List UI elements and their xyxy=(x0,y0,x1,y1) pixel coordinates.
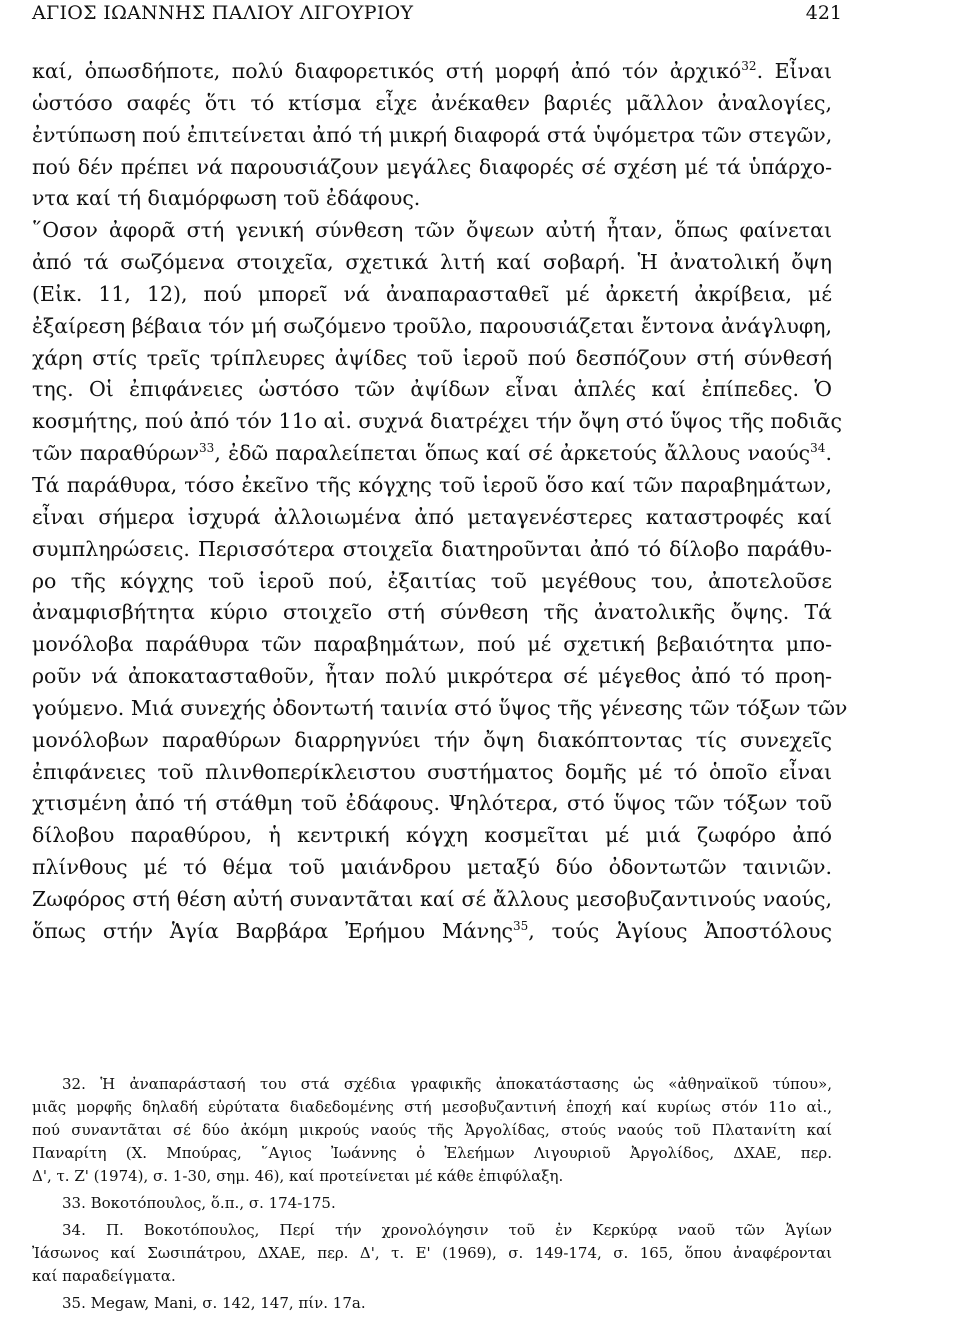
line-text: ῞Οσον ἀφορᾶ στή γενική σύνθεση τῶν ὄψεων αὐτή ἦταν, ὅπως φαίνεται xyxy=(32,218,832,243)
body-line xyxy=(32,884,832,916)
page-header xyxy=(0,0,960,36)
line-text: κοσμήτης, πού ἀπό τόν 11ο αἰ. συχνά διατρέχει τήν ὄψη στό ὕψος τῆς ποδιᾶς xyxy=(32,409,842,434)
body-line xyxy=(32,693,848,725)
body-line xyxy=(32,629,832,661)
body-line xyxy=(32,279,832,311)
line-text: (Εἰκ. 11, 12), πού μπορεῖ νά ἀναπαρασταθεῖ μέ ἀρκετή ἀκρίβεια, μέ xyxy=(32,281,832,306)
footnote-line: καί παραδείγματα. xyxy=(32,1267,176,1285)
footnote xyxy=(32,1292,832,1315)
body-line xyxy=(32,183,832,215)
body-line xyxy=(32,56,832,88)
footnote xyxy=(32,1219,832,1288)
line-text: ὡστόσο σαφές ὅτι τό κτίσμα εἶχε ἀνέκαθεν βαριές μᾶλλον ἀναλογίες, xyxy=(32,90,832,115)
running-title: ΑΓΙΟΣ ΙΩΑΝΝΗΣ ΠΑΛΙΟΥ ΛΙΓΟΥΡΙΟΥ xyxy=(32,2,414,24)
footnote-line: 34. Π. Βοκοτόπουλος, Περί τήν χρονολόγησιν τοῦ ἐν Κερκύρᾳ ναοῦ τῶν Ἁγίων xyxy=(62,1221,832,1239)
body-line xyxy=(32,852,832,884)
body-line xyxy=(32,152,832,184)
line-text: ντα καί τή διαμόρφωση τοῦ ἐδάφους. xyxy=(32,186,421,211)
footnote-ref: 35 xyxy=(512,918,529,933)
line-text: εἶναι σήμερα ἰσχυρά ἀλλοιωμένα ἀπό μεταγενέστερες καταστροφές καί xyxy=(32,504,832,529)
body-line xyxy=(32,406,842,438)
line-text: Τά παράθυρα, τόσο ἐκεῖνο τῆς κόγχης τοῦ ἱεροῦ ὅσο καί τῶν παραβημάτων, xyxy=(32,472,832,497)
body-line xyxy=(32,725,832,757)
line-text: καί, ὁπωσδήποτε, πολύ διαφορετικός στή μορφή ἀπό τόν ἀρχικό xyxy=(32,59,742,83)
footnote xyxy=(32,1192,832,1215)
footnote-line: πού συναντᾶται σέ δύο ἀκόμη μικρούς ναούς τῆς Ἀργολίδας, στούς ναούς τοῦ Πλατανίτη καί xyxy=(32,1121,832,1139)
line-text: πλίνθους μέ τό θέμα τοῦ μαιάνδρου μεταξύ δύο ὀδοντωτῶν ταινιῶν. xyxy=(32,855,832,880)
line-text: μονόλοβα παράθυρα τῶν παραβημάτων, πού μέ σχετική βεβαιότητα μπο- xyxy=(32,632,832,657)
body-line xyxy=(32,757,832,789)
body-line xyxy=(32,311,832,343)
line-text: συμπληρώσεις. Περισσότερα στοιχεῖα διατηροῦνται ἀπό τό δίλοβο παράθυ- xyxy=(32,536,832,561)
line-text: πού δέν πρέπει νά παρουσιάζουν μεγάλες διαφορές σέ σχέση μέ τά ὑπάρχο- xyxy=(32,154,832,179)
body-line xyxy=(32,120,832,152)
line-text: , τούς Ἁγίους Ἀποστόλους xyxy=(528,918,832,943)
footnote-line: 35. Megaw, Mani, σ. 142, 147, πίν. 17a. xyxy=(62,1294,366,1312)
line-text: της. Οἱ ἐπιφάνειες ὡστόσο τῶν ἀψίδων εἶναι ἁπλές καί ἐπίπεδες. Ὁ xyxy=(32,377,832,402)
body-line xyxy=(32,661,832,693)
line-text: τῶν παραθύρων xyxy=(32,441,200,466)
footnote-line: Δ', τ. Ζ' (1974), σ. 1-30, σημ. 46), καί προτείνεται μέ κάθε ἐπιφύλαξη. xyxy=(32,1167,564,1185)
line-text: . Εἶναι xyxy=(756,59,832,83)
page-number: 421 xyxy=(805,2,842,24)
footnote-line: 32. Ἡ ἀναπαράστασή του στά σχέδια γραφικῆς ἀποκατάστασης ὡς «ἀθηναϊκοῦ τύπου», xyxy=(62,1075,832,1093)
line-text: . xyxy=(825,441,832,466)
line-text: ἐντύπωση πού ἐπιτείνεται ἀπό τή μικρή διαφορά στά ὑψόμετρα τῶν στεγῶν, xyxy=(32,122,833,147)
body-line xyxy=(32,788,832,820)
line-text: ὅπως στήν Ἁγία Βαρβάρα Ἐρήμου Μάνης xyxy=(32,918,513,943)
footnotes xyxy=(32,1073,832,1315)
line-text: Ζωφόρος στή θέση αὐτή συναντᾶται καί σέ ἄλλους μεσοβυζαντινούς ναούς, xyxy=(32,886,832,911)
line-text: χτισμένη ἀπό τή στάθμη τοῦ ἐδάφους. Ψηλότερα, στό ὕψος τῶν τόξων τοῦ xyxy=(32,791,832,816)
body-line xyxy=(32,534,832,566)
line-text: γούμενο. Μιά συνεχής ὀδοντωτή ταινία στό ὕψος τῆς γένεσης τῶν τόξων τῶν xyxy=(32,695,848,720)
footnote-ref: 32 xyxy=(741,59,757,74)
footnote xyxy=(32,1073,832,1188)
line-text: δίλοβου παραθύρου, ἡ κεντρική κόγχη κοσμεῖται μέ μιά ζωφόρο ἀπό xyxy=(32,823,832,848)
line-text: μονόλοβων παραθύρων διαρρηγνύει τήν ὄψη διακόπτοντας τίς συνεχεῖς xyxy=(32,727,832,752)
footnote-line: μιᾶς μορφῆς δηλαδή εὐρύτατα διαδεδομένης στή μεσοβυζαντινή ἐποχή καί κυρίως στόν 11ο αἰ., xyxy=(32,1098,832,1116)
body-line xyxy=(32,88,832,120)
line-text: ἐπιφάνειες τοῦ πλινθοπερίκλειστου συστήματος δομῆς μέ τό ὁποῖο εἶναι xyxy=(32,759,832,784)
footnote-line: Παναρίτη (Χ. Μπούρας, ῞Αγιος Ἰωάννης ὁ Ἐλεήμων Λιγουριοῦ Ἀργολίδος, ΔΧΑΕ, περ. xyxy=(32,1144,832,1162)
body-line xyxy=(32,215,832,247)
body-line xyxy=(32,247,832,279)
footnote-line: 33. Βοκοτόπουλος, ὅ.π., σ. 174-175. xyxy=(62,1194,336,1212)
body-line xyxy=(32,374,832,406)
line-text: ἀπό τά σωζόμενα στοιχεῖα, σχετικά λιτή καί σοβαρή. Ἡ ἀνατολική ὄψη xyxy=(32,250,832,275)
body-line xyxy=(32,597,832,629)
body-line xyxy=(32,438,832,470)
footnote-line: Ἰάσωνος καί Σωσιπάτρου, ΔΧΑΕ, περ. Δ', τ. Ε' (1969), σ. 149-174, σ. 165, ὅπου ἀναφέρονται xyxy=(32,1244,832,1262)
line-text: ροῦν νά ἀποκατασταθοῦν, ἦταν πολύ μικρότερα σέ μέγεθος ἀπό τό προη- xyxy=(32,664,832,689)
body-line xyxy=(32,820,832,852)
line-text: ἐξαίρεση βέβαια τόν μή σωζόμενο τροῦλο, παρουσιάζεται ἔντονα ἀνάγλυφη, xyxy=(32,313,832,338)
body-text xyxy=(32,56,848,948)
line-text: ρο τῆς κόγχης τοῦ ἱεροῦ πού, ἐξαιτίας τοῦ μεγέθους του, ἀποτελοῦσε xyxy=(32,568,832,593)
line-text: χάρη στίς τρεῖς τρίπλευρες ἀψίδες τοῦ ἱεροῦ πού δεσπόζουν στή σύνθεσή xyxy=(32,345,832,370)
line-text: , ἐδῶ παραλείπεται ὅπως καί σέ ἀρκετούς ἄλλους ναούς xyxy=(214,441,811,466)
body-line xyxy=(32,916,832,948)
footnote-ref: 34 xyxy=(810,441,826,456)
body-line xyxy=(32,502,832,534)
body-line xyxy=(32,343,832,375)
body-line xyxy=(32,566,832,598)
body-line xyxy=(32,470,832,502)
line-text: ἀναμφισβήτητα κύριο στοιχεῖο στή σύνθεση τῆς ἀνατολικῆς ὄψης. Τά xyxy=(32,600,832,625)
footnote-ref: 33 xyxy=(199,441,215,456)
